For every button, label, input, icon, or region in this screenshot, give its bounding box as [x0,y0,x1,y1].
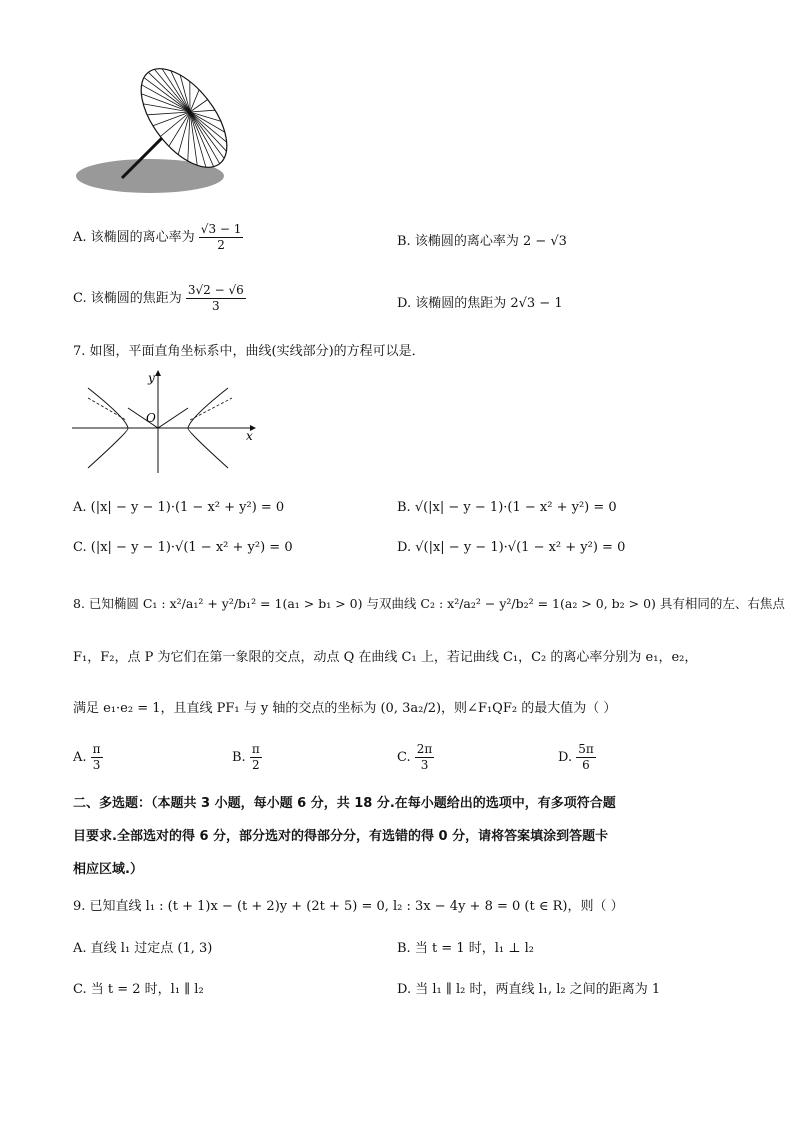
q9-option-d: D. 当 l₁ ∥ l₂ 时，两直线 l₁, l₂ 之间的距离为 1 [397,982,661,997]
section2-line1: 二、多选题：（本题共 3 小题，每小题 6 分，共 18 分.在每小题给出的选项中，有多项符合题 [73,796,616,811]
q8-option-d: D. $\frac{5\pi}{6}$ [558,742,594,772]
q7-option-b: B. √(|x| − y − 1)·(1 − x² + y²) = 0 [397,500,617,515]
q9-stem: 9. 已知直线 l₁ : (t + 1)x − (t + 2)y + (2t + 5) = 0, l₂ : 3x − 4y + 8 = 0 (t ∈ R)，则（ ） [73,899,624,914]
section2-line3: 相应区域.） [73,862,143,877]
q6-option-a: A. 该椭圆的离心率为 $\frac{√3 - 1}{2}$ [73,222,242,252]
q6-option-b: B. 该椭圆的离心率为 2 − √3 [397,234,567,249]
q8-option-a: A. $\frac{\pi}{3}$ [73,742,101,772]
umbrella-figure [72,66,242,196]
fig-y-label: y [148,371,155,385]
q7-option-a: A. (|x| − y − 1)·(1 − x² + y²) = 0 [73,500,285,515]
q7-option-c: C. (|x| − y − 1)·√(1 − x² + y²) = 0 [73,540,293,555]
fig-origin-label: O [146,411,156,425]
q8-line1: 8. 已知椭圆 C₁ : x²/a₁² + y²/b₁² = 1(a₁ > b₁ > 0) 与双曲线 C₂ : x²/a₂² − y²/b₂² = 1(a₂ > 0, b₂ > 0) 具有相同的左、右焦点 [73,596,785,611]
q6-c-den: 3 [212,299,220,313]
q7-stem: 7. 如图，平面直角坐标系中，曲线(实线部分)的方程可以是． [73,344,425,359]
y-axis-arrow [155,370,161,376]
q9-option-a: A. 直线 l₁ 过定点 (1, 3) [73,941,213,956]
q7-figure [70,368,260,476]
asymptote-left [88,398,126,420]
fig-x-label: x [246,429,253,443]
q6-a-den: 2 [217,238,225,252]
q6-option-d: D. 该椭圆的焦距为 2√3 − 1 [397,296,563,311]
asymptote-right [190,398,232,420]
q6-option-c: C. 该椭圆的焦距为 $\frac{3√2 - √6}{3}$ [73,283,244,313]
q6-c-num: 3√2 − √6 [187,283,244,297]
q8-line2: F₁，F₂，点 P 为它们在第一象限的交点，动点 Q 在曲线 C₁ 上，若记曲线 C₁，C₂ 的离心率分别为 e₁，e₂， [73,650,698,665]
q7-option-d: D. √(|x| − y − 1)·√(1 − x² + y²) = 0 [397,540,626,555]
q6-a-num: √3 − 1 [200,222,242,236]
q8-option-c: C. $\frac{2\pi}{3}$ [397,742,433,772]
section2-line2: 目要求.全部选对的得 6 分，部分选对的得部分分，有选错的得 0 分，请将答案填涂到答题卡 [73,829,609,844]
q9-option-b: B. 当 t = 1 时，l₁ ⊥ l₂ [397,941,534,956]
q8-line3: 满足 e₁·e₂ = 1，且直线 PF₁ 与 y 轴的交点的坐标为 (0, 3a₂/2)，则∠F₁QF₂ 的最大值为（ ） [73,701,617,716]
q9-option-c: C. 当 t = 2 时，l₁ ∥ l₂ [73,982,204,997]
q8-option-b: B. $\frac{\pi}{2}$ [232,742,260,772]
